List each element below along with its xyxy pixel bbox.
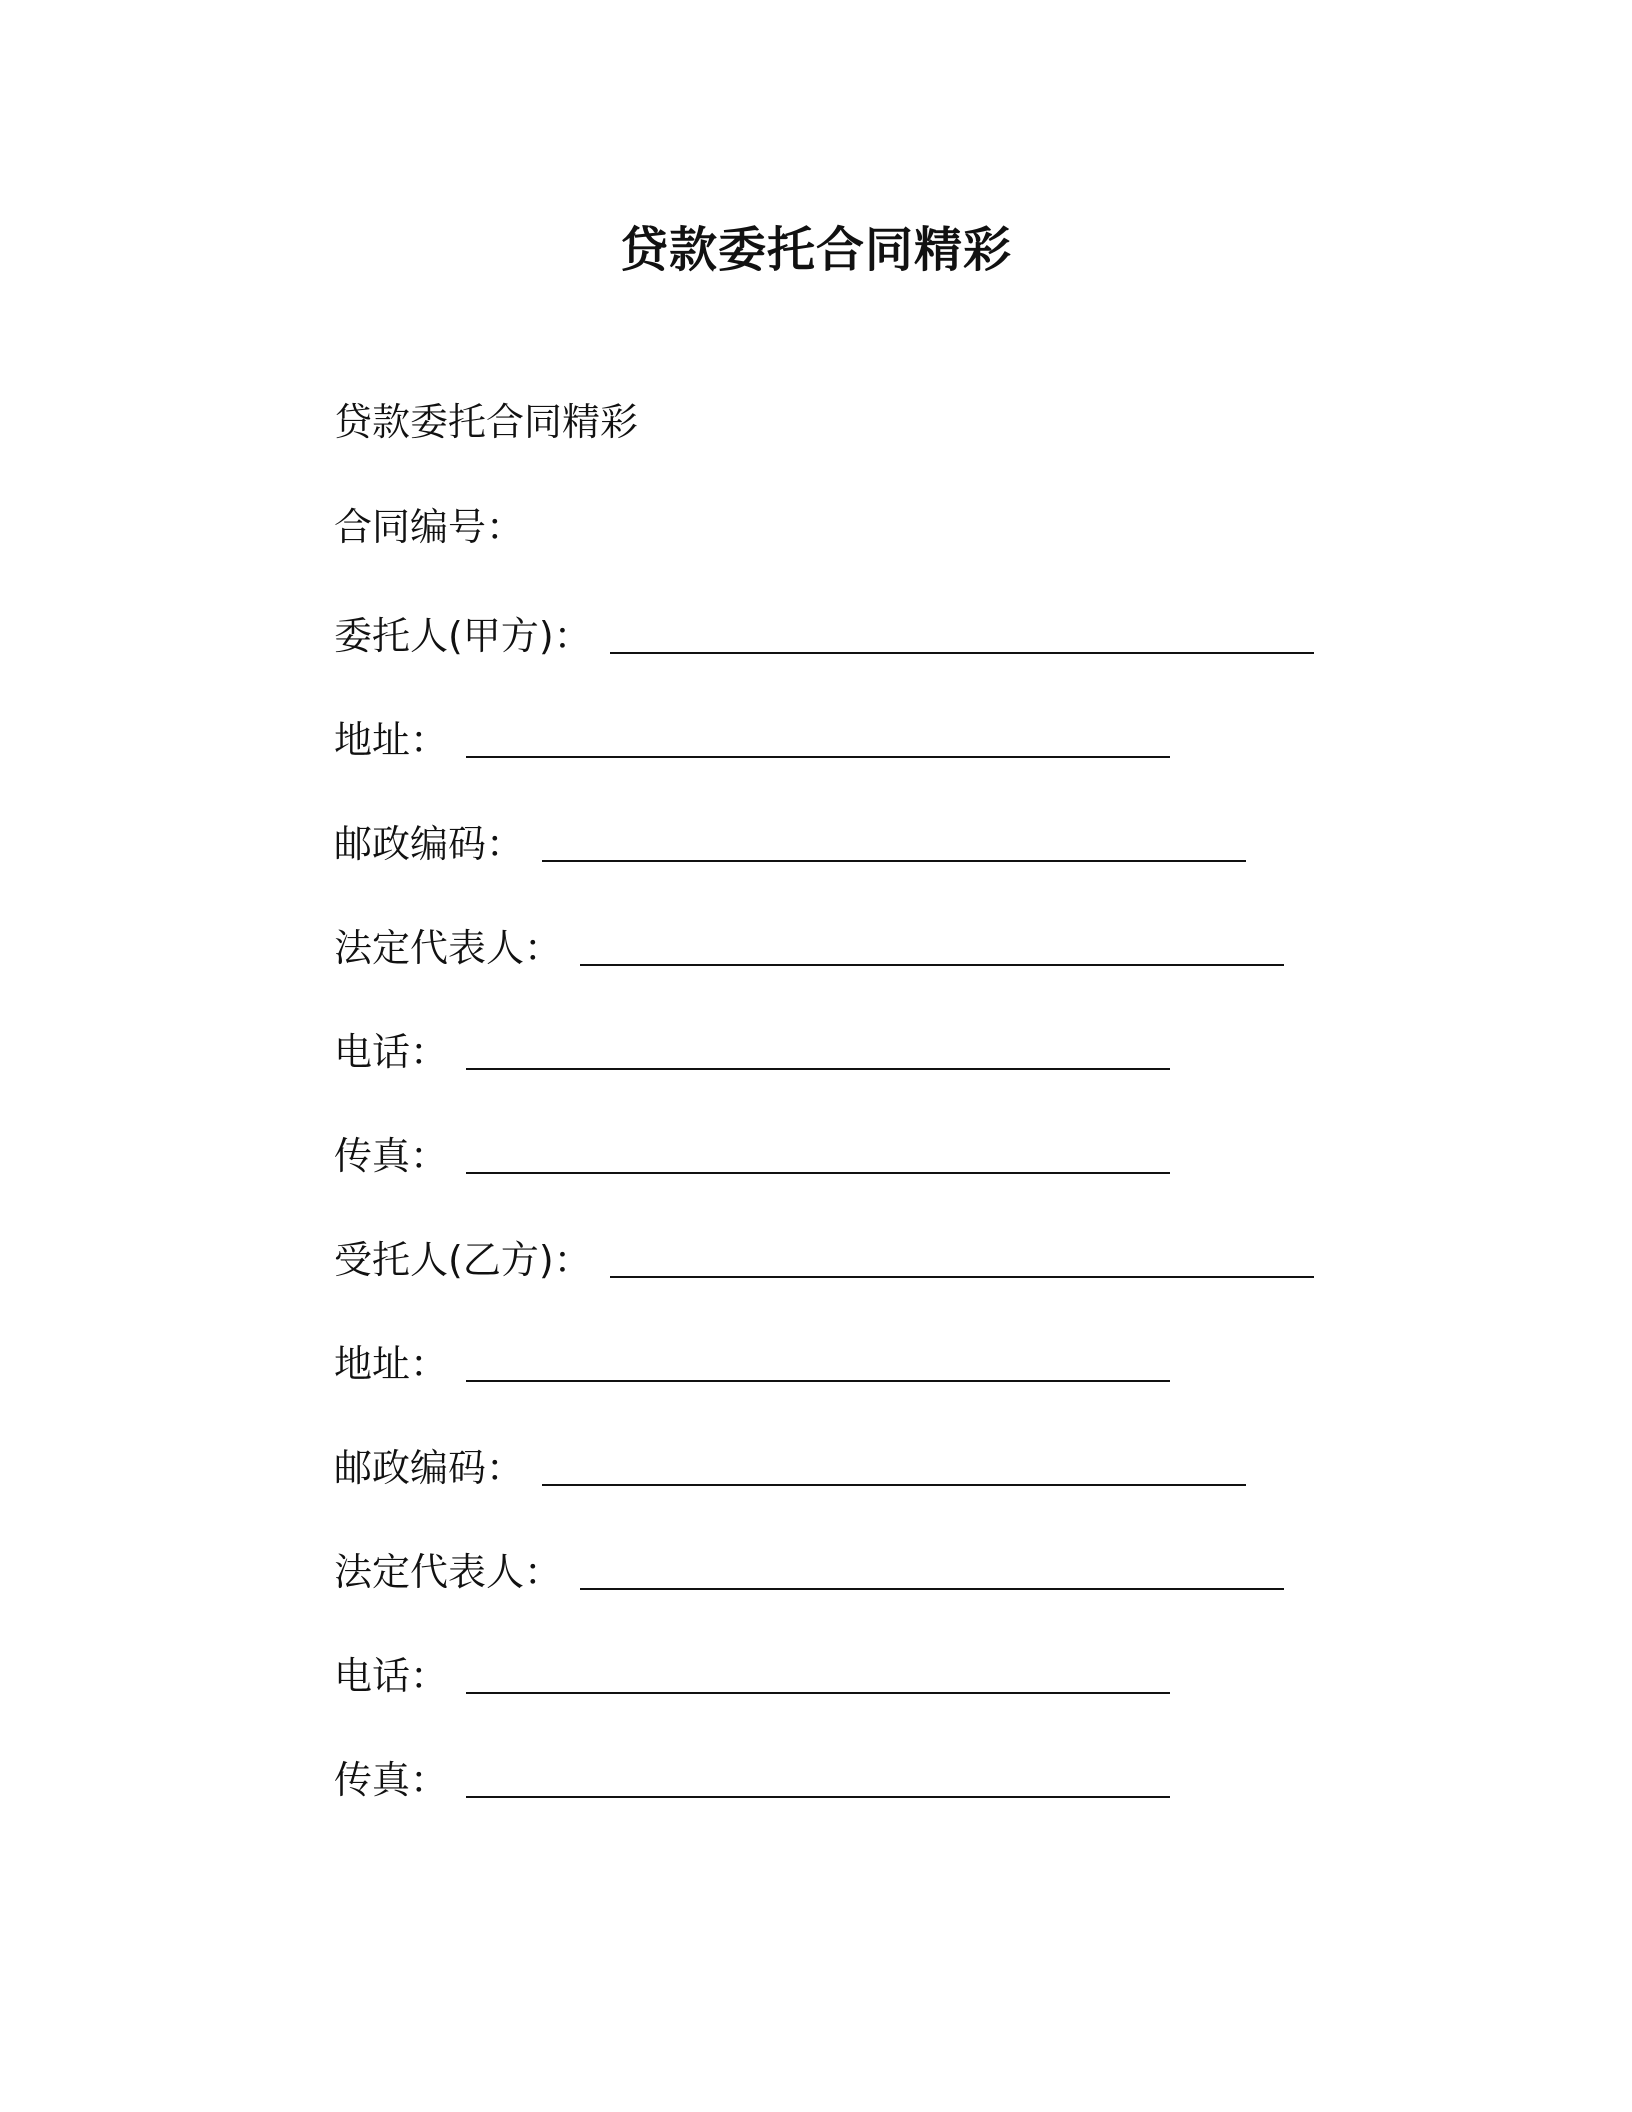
party-a-postal-code-row <box>334 820 1246 868</box>
party-b-address-row <box>334 1340 1170 1388</box>
party-b-phone-label: 电话： <box>334 1654 449 1698</box>
party-b-phone-blank[interactable] <box>466 1692 1170 1694</box>
party-a-address-row <box>334 716 1170 764</box>
party-b-fax-blank[interactable] <box>466 1796 1170 1798</box>
party-a-legal-rep-row <box>334 924 1284 972</box>
party-a-fax-label: 传真： <box>334 1134 449 1178</box>
party-b-phone-row <box>334 1652 1170 1700</box>
document-subtitle: 贷款委托合同精彩 <box>334 400 639 444</box>
party-b-agent-blank[interactable] <box>610 1276 1314 1278</box>
party-b-fax-label: 传真： <box>334 1758 449 1802</box>
party-b-legal-rep-label: 法定代表人： <box>334 1550 563 1594</box>
party-a-phone-row <box>334 1028 1170 1076</box>
party-b-address-blank[interactable] <box>466 1380 1170 1382</box>
party-b-agent-row <box>334 1236 1314 1284</box>
party-a-phone-label: 电话： <box>334 1030 449 1074</box>
party-b-address-label: 地址： <box>334 1342 449 1386</box>
party-a-principal-blank[interactable] <box>610 652 1314 654</box>
party-a-legal-rep-label: 法定代表人： <box>334 926 563 970</box>
party-a-postal-code-label: 邮政编码： <box>334 822 525 866</box>
party-b-fax-row <box>334 1756 1170 1804</box>
party-a-address-blank[interactable] <box>466 756 1170 758</box>
party-b-agent-label: 受托人(乙方)： <box>334 1238 592 1282</box>
party-a-principal-label: 委托人(甲方)： <box>334 614 592 658</box>
page-title: 贷款委托合同精彩 <box>619 222 1012 278</box>
party-a-phone-blank[interactable] <box>466 1068 1170 1070</box>
party-b-postal-code-blank[interactable] <box>542 1484 1246 1486</box>
contract-number-label: 合同编号： <box>334 505 525 549</box>
party-a-legal-rep-blank[interactable] <box>580 964 1284 966</box>
party-b-legal-rep-blank[interactable] <box>580 1588 1284 1590</box>
party-a-fax-blank[interactable] <box>466 1172 1170 1174</box>
party-b-legal-rep-row <box>334 1548 1284 1596</box>
party-b-postal-code-row <box>334 1444 1246 1492</box>
party-a-address-label: 地址： <box>334 718 449 762</box>
party-a-postal-code-blank[interactable] <box>542 860 1246 862</box>
party-b-postal-code-label: 邮政编码： <box>334 1446 525 1490</box>
party-a-fax-row <box>334 1132 1170 1180</box>
party-a-principal-row <box>334 612 1314 660</box>
